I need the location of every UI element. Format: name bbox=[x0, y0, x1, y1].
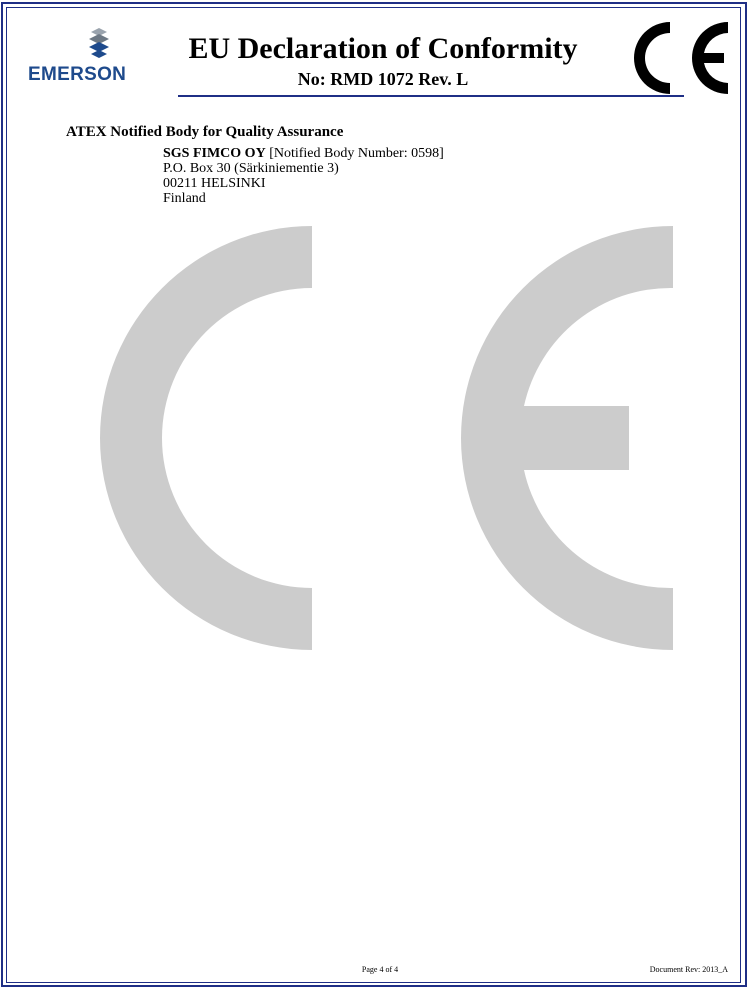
page-number: Page 4 of 4 bbox=[361, 965, 399, 974]
ce-watermark bbox=[88, 226, 673, 650]
address-line: P.O. Box 30 (Särkiniementie 3) bbox=[163, 161, 339, 176]
ce-mark-icon bbox=[624, 20, 734, 96]
address-line: 00211 HELSINKI bbox=[163, 176, 266, 191]
emerson-diamond-icon bbox=[28, 26, 168, 66]
header-divider bbox=[178, 95, 684, 97]
notified-body-name: SGS FIMCO OY bbox=[163, 146, 266, 161]
notified-body-line bbox=[163, 146, 444, 161]
notified-body-address bbox=[163, 146, 444, 206]
page-title: EU Declaration of Conformity bbox=[188, 32, 578, 65]
address-line: Finland bbox=[163, 191, 206, 206]
document-revision: Document Rev: 2013_A bbox=[649, 965, 728, 974]
emerson-wordmark: EMERSON bbox=[28, 64, 127, 85]
declaration-number: No: RMD 1072 Rev. L bbox=[297, 69, 469, 89]
section-heading: ATEX Notified Body for Quality Assurance bbox=[66, 124, 344, 140]
notified-body-number: [Notified Body Number: 0598] bbox=[269, 146, 444, 161]
emerson-logo bbox=[28, 26, 168, 86]
